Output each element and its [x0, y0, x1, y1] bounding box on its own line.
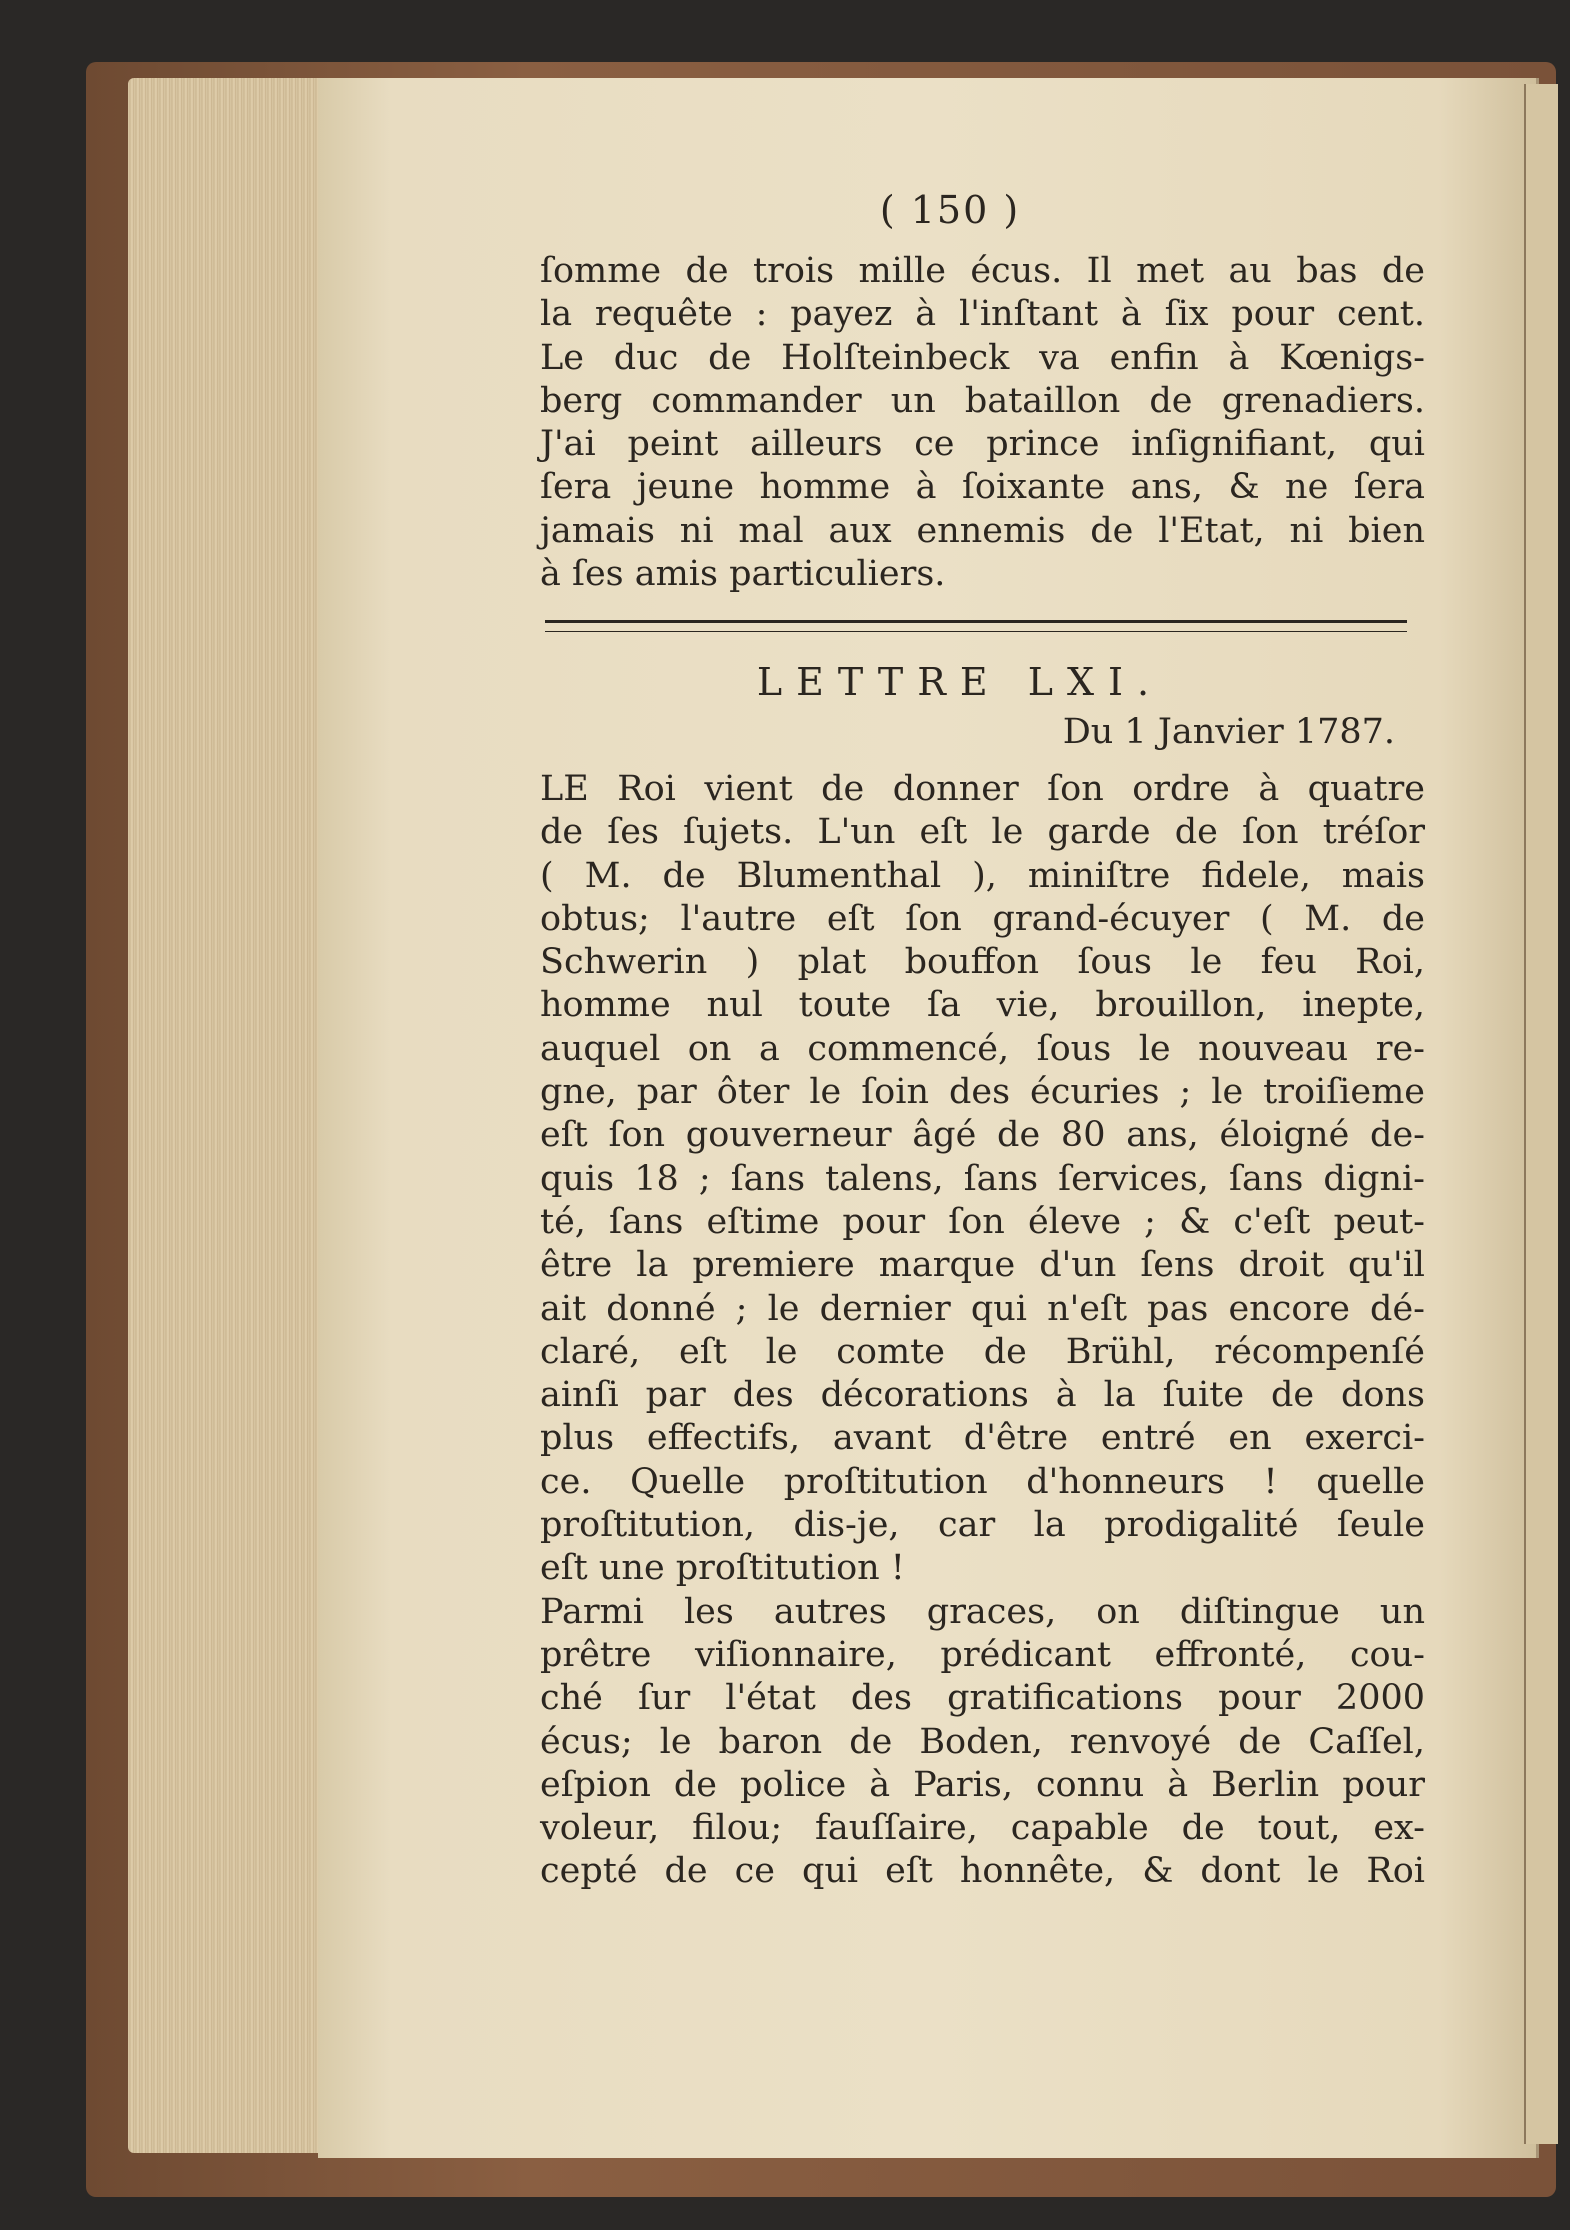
text-line: Parmi les autres graces, on diſtingue un: [540, 1591, 1425, 1632]
text-line: ait donné ; le dernier qui n'eſt pas encore dé-: [540, 1288, 1425, 1329]
text-line: eſt une proſtitution !: [540, 1548, 905, 1589]
text-line: Schwerin ) plat bouffon ſous le feu Roi,: [540, 942, 1425, 983]
letter-heading: LETTRE LXI.: [756, 660, 1164, 704]
text-line: ce. Quelle proſtitution d'honneurs ! quelle: [540, 1461, 1425, 1502]
text-line: claré, eſt le comte de Brühl, récompenſé: [540, 1331, 1425, 1372]
text-line: cepté de ce qui eſt honnête, & dont le Roi: [540, 1851, 1425, 1892]
next-page-edge: [1524, 84, 1558, 2144]
text-line: prêtre viſionnaire, prédicant effronté, cou-: [540, 1634, 1425, 1675]
page-edges: [128, 78, 328, 2153]
text-line: à ſes amis particuliers.: [540, 554, 946, 595]
text-line: ſera jeune homme à ſoixante ans, & ne ſera: [540, 467, 1425, 508]
text-line: voleur, filou; fauſſaire, capable de tout, ex-: [540, 1808, 1425, 1849]
text-line: homme nul toute ſa vie, brouillon, inepte,: [540, 985, 1425, 1026]
text-line: gne, par ôter le ſoin des écuries ; le troiſieme: [540, 1072, 1425, 1113]
top-paragraph: [540, 250, 1425, 596]
text-line: écus; le baron de Boden, renvoyé de Caſſel,: [540, 1721, 1425, 1762]
text-line: jamais ni mal aux ennemis de l'Etat, ni bien: [540, 510, 1425, 551]
text-line: Le duc de Holſteinbeck va enfin à Kœnigs-: [540, 337, 1425, 378]
text-line: obtus; l'autre eſt ſon grand-écuyer ( M. de: [540, 898, 1425, 939]
text-line: proſtitution, dis-je, car la prodigalité ſeule: [540, 1505, 1425, 1546]
text-line: eſt ſon gouverneur âgé de 80 ans, éloigné de-: [540, 1115, 1425, 1156]
text-line: eſpion de police à Paris, connu à Berlin pour: [540, 1764, 1425, 1805]
text-line: auquel on a commencé, ſous le nouveau re-: [540, 1028, 1425, 1069]
text-line: ſomme de trois mille écus. Il met au bas de: [540, 251, 1425, 291]
text-line: té, ſans eſtime pour ſon éleve ; & c'eſt peut-: [540, 1201, 1425, 1242]
letter-date: Du 1 Janvier 1787.: [1062, 712, 1395, 752]
text-line: quis 18 ; ſans talens, ſans ſervices, ſans digni-: [540, 1158, 1425, 1199]
text-line: plus effectifs, avant d'être entré en exerci-: [540, 1418, 1425, 1459]
text-line: de ſes ſujets. L'un eſt le garde de ſon tréſor: [540, 812, 1425, 853]
text-line: J'ai peint ailleurs ce prince inſignifiant, qui: [540, 424, 1425, 465]
page-number: ( 150 ): [879, 188, 1021, 232]
section-divider: [545, 620, 1407, 632]
text-line: berg commander un bataillon de grenadiers.: [540, 380, 1425, 421]
text-line: ainſi par des décorations à la ſuite de dons: [540, 1375, 1425, 1416]
text-line: ché ſur l'état des gratifications pour 2000: [540, 1678, 1425, 1719]
text-line: être la premiere marque d'un ſens droit qu'il: [540, 1245, 1425, 1286]
text-line: LE Roi vient de donner ſon ordre à quatre: [540, 769, 1425, 809]
text-line: la requête : payez à l'inſtant à ſix pour cent.: [540, 294, 1425, 335]
letter-body: [540, 768, 1425, 1894]
text-line: ( M. de Blumenthal ), miniſtre fidele, mais: [540, 855, 1425, 896]
